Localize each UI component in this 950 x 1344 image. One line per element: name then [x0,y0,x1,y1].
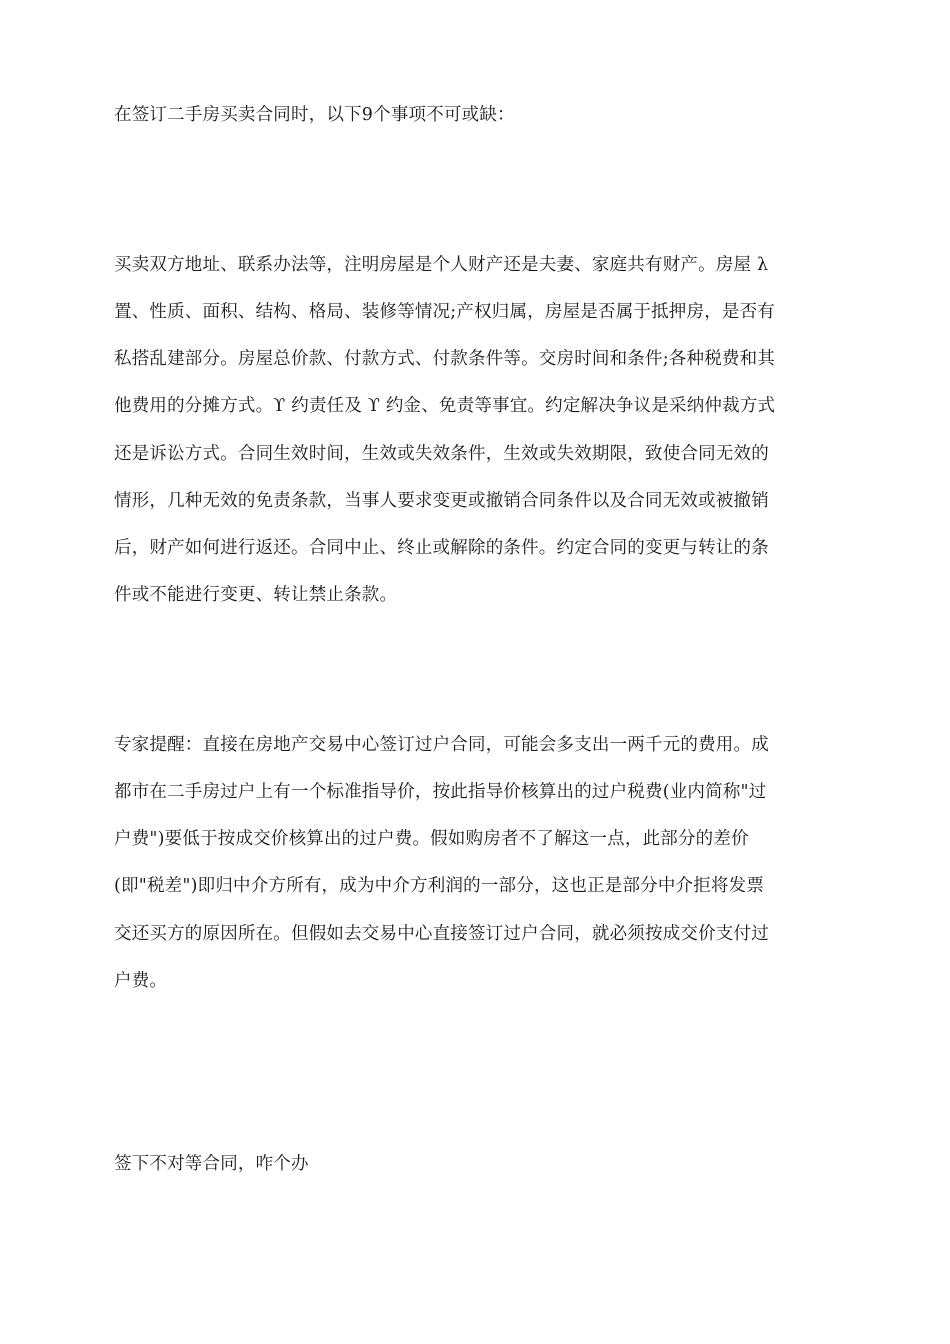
closing-heading: 签下不对等合同，咋个办 [114,1154,309,1174]
paragraph-line: (即"税差")即归中介方所有，成为中介方利润的一部分，这也正是部分中介拒将发票 [114,876,765,896]
paragraph-line: 件或不能进行变更、转让禁止条款。 [114,585,398,605]
paragraph-line: 情形，几种无效的免责条款，当事人要求变更或撤销合同条件以及合同无效或被撤销 [114,491,769,511]
paragraph-line: 户费")要低于按成交价核算出的过户费。假如购房者不了解这一点，此部分的差价 [114,829,749,849]
paragraph-line: 交还买方的原因所在。但假如去交易中心直接签订过户合同，就必须按成交价支付过 [114,924,769,944]
paragraph-line: 专家提醒：直接在房地产交易中心签订过户合同，可能会多支出一两千元的费用。成 [114,735,769,755]
paragraph-line: 都市在二手房过户上有一个标准指导价，按此指导价核算出的过户税费(业内简称"过 [114,782,767,802]
paragraph-line: 后，财产如何进行返还。合同中止、终止或解除的条件。约定合同的变更与转让的条 [114,538,769,558]
paragraph-line: 还是诉讼方式。合同生效时间，生效或失效条件，生效或失效期限，致使合同无效的 [114,444,769,464]
paragraph-line: 他费用的分摊方式。ϒ 约责任及 ϒ 约金、免责等事宜。约定解决争议是采纳仲裁方式 [114,396,776,416]
paragraph-line: 私搭乱建部分。房屋总价款、付款方式、付款条件等。交房时间和条件;各种税费和其 [114,349,775,369]
intro-line: 在签订二手房买卖合同时，以下9个事项不可或缺： [114,105,515,125]
paragraph-line: 户费。 [114,971,168,991]
paragraph-line: 买卖双方地址、联系办法等，注明房屋是个人财产还是夫妻、家庭共有财产。房屋 λ [114,255,769,275]
paragraph-line: 置、性质、面积、结构、格局、装修等情况;产权归属，房屋是否属于抵押房，是否有 [114,302,775,322]
